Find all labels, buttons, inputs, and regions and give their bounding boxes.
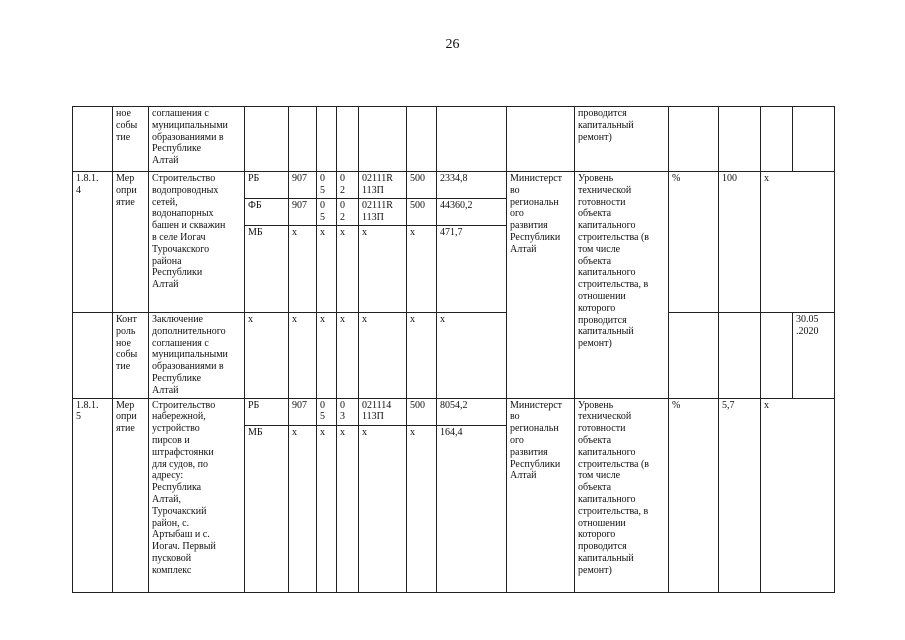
cell-src: РБ: [245, 398, 289, 425]
cell-name: соглашения с муниципальными образованиями в Республике Алтай: [149, 107, 245, 172]
cell-num: [73, 313, 113, 399]
cell-src: ФБ: [245, 199, 289, 226]
cell-date: [761, 107, 793, 172]
cell-indicator: Уровень технической готовности объекта капитального строительства (в том числе объекта капитального строительства, в отношении которого проводится капитальный ремонт): [575, 172, 669, 399]
cell-sum: 8054,2: [437, 398, 507, 425]
table-row: [73, 398, 835, 425]
cell-executor: Министерст во региональн ого развития Республики Алтай: [507, 172, 575, 399]
cell-rz: х: [317, 226, 337, 313]
cell-executor: Министерст во региональн ого развития Республики Алтай: [507, 398, 575, 592]
cell-csr: х: [359, 425, 407, 592]
cell-value: [719, 313, 761, 399]
cell-grbs: 907: [289, 172, 317, 199]
cell-rz: х: [317, 313, 337, 399]
cell-rz: х: [317, 425, 337, 592]
cell-csr: 02111R 113П: [359, 199, 407, 226]
cell-rz: 0 5: [317, 172, 337, 199]
cell-sum: х: [437, 313, 507, 399]
cell-name: Строительство водопроводных сетей, водонапорных башен и скважин в селе Иогач Турочакского района Республики Алтай: [149, 172, 245, 313]
cell-indicator: проводится капитальный ремонт): [575, 107, 669, 172]
cell-csr: х: [359, 226, 407, 313]
cell-src: МБ: [245, 226, 289, 313]
cell-sum: 471,7: [437, 226, 507, 313]
cell-pr: х: [337, 226, 359, 313]
page-number: 26: [445, 37, 460, 52]
cell-grbs: х: [289, 313, 317, 399]
cell-date: х: [761, 398, 835, 592]
cell-sum: 2334,8: [437, 172, 507, 199]
cell-unit: [669, 107, 719, 172]
cell-src: МБ: [245, 425, 289, 592]
cell-extra: [793, 107, 835, 172]
cell-pr: 0 3: [337, 398, 359, 425]
cell-num: 1.8.1. 4: [73, 172, 113, 313]
cell-rz: [317, 107, 337, 172]
cell-unit: %: [669, 172, 719, 313]
cell-type: ное собы тие: [113, 107, 149, 172]
cell-type: Мер опри ятие: [113, 172, 149, 313]
cell-date: х: [761, 172, 835, 313]
table-row: [73, 107, 835, 172]
cell-rz: 0 5: [317, 199, 337, 226]
cell-date: 30.05 .2020: [793, 313, 835, 399]
cell-unit: %: [669, 398, 719, 592]
cell-sum: [437, 107, 507, 172]
cell-grbs: х: [289, 425, 317, 592]
cell-csr: 02111R 113П: [359, 172, 407, 199]
cell-value: 100: [719, 172, 761, 313]
cell-value: [719, 107, 761, 172]
cell-indicator: Уровень технической готовности объекта капитального строительства (в том числе объекта капитального строительства, в отношении которого проводится капитальный ремонт): [575, 398, 669, 592]
cell-empty: [761, 313, 793, 399]
cell-pr: 0 2: [337, 172, 359, 199]
table-row: [73, 313, 835, 399]
cell-grbs: 907: [289, 199, 317, 226]
cell-vr: 500: [407, 172, 437, 199]
cell-type: Конт роль ное собы тие: [113, 313, 149, 399]
cell-rz: 0 5: [317, 398, 337, 425]
cell-vr: х: [407, 425, 437, 592]
cell-num: 1.8.1. 5: [73, 398, 113, 592]
cell-vr: х: [407, 226, 437, 313]
program-table: [72, 106, 835, 593]
cell-pr: х: [337, 313, 359, 399]
cell-src: РБ: [245, 172, 289, 199]
cell-sum: 44360,2: [437, 199, 507, 226]
cell-sum: 164,4: [437, 425, 507, 592]
cell-unit: [669, 313, 719, 399]
cell-csr: х: [359, 313, 407, 399]
cell-name: Строительство набережной, устройство пирсов и штрафстоянки для судов, по адресу: Республика Алтай, Турочакский район, с. Артыбаш и с. Иогач. Первый пусковой комплекс: [149, 398, 245, 592]
cell-src: [245, 107, 289, 172]
cell-type: Мер опри ятие: [113, 398, 149, 592]
cell-num: [73, 107, 113, 172]
cell-csr: [359, 107, 407, 172]
table-row: [73, 172, 835, 199]
cell-executor: [507, 107, 575, 172]
cell-grbs: х: [289, 226, 317, 313]
cell-vr: 500: [407, 199, 437, 226]
cell-vr: х: [407, 313, 437, 399]
cell-value: 5,7: [719, 398, 761, 592]
cell-src: х: [245, 313, 289, 399]
cell-grbs: [289, 107, 317, 172]
cell-grbs: 907: [289, 398, 317, 425]
cell-vr: [407, 107, 437, 172]
cell-pr: х: [337, 425, 359, 592]
cell-vr: 500: [407, 398, 437, 425]
cell-pr: [337, 107, 359, 172]
cell-pr: 0 2: [337, 199, 359, 226]
cell-name: Заключение дополнительного соглашения с муниципальными образованиями в Республике Алтай: [149, 313, 245, 399]
cell-csr: 021114 113П: [359, 398, 407, 425]
